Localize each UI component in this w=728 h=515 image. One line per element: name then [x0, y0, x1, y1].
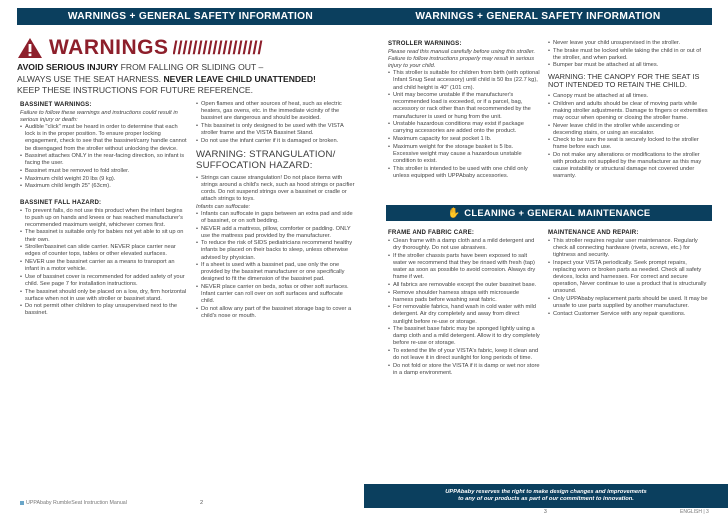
- list-item: • NEVER add a mattress, pillow, comforter or padding. ONLY use the mattress pad provided by the manufacturer.: [196, 226, 356, 240]
- footer-brand-text: UPPAbaby RumbleSeat Instruction Manual: [26, 500, 127, 506]
- stroller-warnings-intro: Please read this manual carefully before using this stroller. Failure to follow instructions properly may result in serious injury to your child.: [388, 49, 536, 70]
- frame-fabric-heading: FRAME AND FABRIC CARE:: [388, 229, 475, 236]
- list-item: • The bassinet base fabric may be sponged lightly using a damp cloth and a mild detergent. Allow it to dry completely before re-use or storage.: [388, 326, 540, 347]
- frame-fabric-col: [388, 229, 540, 378]
- warning-slashes: //////////////////: [172, 37, 263, 58]
- list-item: • NEVER place carrier on beds, sofas or other soft surfaces. Infant carrier can roll over on soft surfaces and suffocate child.: [196, 284, 356, 305]
- list-item: • If a sheet is used with a bassinet pad, use only the one provided by the bassinet manufacturer or one specifically designed to fit the dimension of the bassinet pad.: [196, 262, 356, 283]
- list-item: • Audible "click" must be heard in order to determine that each lock is in the proper position. To ensure proper locking engagement, check to see that the bassinet/carry handle cannot be disengaged from the stroller without unlocking the device.: [20, 124, 187, 152]
- frame-fabric-list: [388, 238, 540, 377]
- list-item: • Never leave child in the stroller while ascending or descending stairs, or using an escalator.: [548, 123, 708, 137]
- list-item: • Bassinet attaches ONLY in the rear-facing direction, so infant is facing the user.: [20, 153, 187, 167]
- list-item: • To reduce the risk of SIDS pediatricians recommend healthy infants be placed on their backs to sleep, unless otherwise advised by physician.: [196, 240, 356, 261]
- warning-line2-a: ALWAYS USE THE SEAT HARNESS.: [17, 73, 164, 84]
- maintenance-list: [548, 238, 708, 318]
- right-col-2: [548, 40, 708, 181]
- right-page-number: 3: [544, 509, 547, 515]
- warning-block: [17, 36, 357, 97]
- footnote-line-1: UPPAbaby reserves the right to make design changes and improvements: [445, 488, 647, 495]
- bassinet-warnings-list: [20, 124, 187, 190]
- list-item: • If the stroller chassis parts have been exposed to salt water we recommend that they be rinsed with fresh (tap) water as soon as possible to avoid corrosion. Always dry frame if wet.: [388, 253, 540, 281]
- strangulation-list: [196, 175, 356, 203]
- list-item: • All fabrics are removable except the outer bassinet base.: [388, 282, 540, 289]
- list-item: • This bassinet is only designed to be used with the VISTA stroller frame and the VISTA Bassinet Stand.: [196, 123, 356, 137]
- list-item: • This stroller is intended to be used with one child only unless equipped with UPPAbaby accessories.: [388, 166, 540, 180]
- maintenance-heading: MAINTENANCE AND REPAIR:: [548, 229, 639, 236]
- list-item: • Maximum capacity for seat pocket 1 lb.: [388, 136, 540, 143]
- list-item: • Contact Customer Service with any repair questions.: [548, 311, 708, 318]
- right-col-1: [388, 40, 540, 180]
- supervision-list: [548, 40, 708, 70]
- list-item: • Bumper bar must be attached at all times.: [548, 62, 708, 69]
- list-item: • Infants can suffocate in gaps between an extra pad and side of bassinet, or on soft bedding.: [196, 211, 356, 225]
- canopy-list: [548, 93, 708, 181]
- maintenance-col: [548, 229, 708, 319]
- left-col-1: [20, 101, 187, 318]
- open-flames-list: [196, 101, 356, 145]
- list-item: • Children and adults should be clear of moving parts while making stroller adjustments. Damage to fingers or extremities may occur when opening or closing the stroller frame.: [548, 101, 708, 122]
- list-item: • Maximum child weight 20 lbs (9 kg).: [20, 176, 187, 183]
- right-page: [364, 0, 728, 515]
- list-item: • Check to be sure the seat is securely locked to the stroller frame before each use.: [548, 137, 708, 151]
- left-col-2: [196, 101, 356, 321]
- list-item: • This stroller requires regular user maintenance. Regularly check all connecting hardware (rivets, screws, etc.) for tightness and security.: [548, 238, 708, 259]
- list-item: • Canopy must be attached at all times.: [548, 93, 708, 100]
- bassinet-warnings-heading: BASSINET WARNINGS:: [20, 101, 92, 108]
- list-item: • Remove shoulder harness straps with microsuede harness pads before washing seat fabric.: [388, 290, 540, 304]
- warning-title: WARNINGS: [49, 36, 169, 59]
- list-item: • To prevent falls, do not use this product when the infant begins to push up on hands and knees or has reached manufacturer's recommended maximum weight, whichever comes first.: [20, 208, 187, 229]
- list-item: • NEVER use the bassinet carrier as a means to transport an infant in a motor vehicle.: [20, 259, 187, 273]
- footer-language: ENGLISH: [680, 509, 702, 515]
- innovation-footnote: [364, 484, 728, 508]
- canopy-warning: WARNING: THE CANOPY FOR THE SEAT IS NOT INTENDED TO RETAIN THE CHILD.: [548, 71, 700, 90]
- list-item: • Do not fold or store the VISTA if it is damp or wet nor store in a damp environment.: [388, 363, 540, 377]
- left-page-number: 2: [200, 500, 204, 506]
- list-item: • Use of bassinet cover is recommended for added safety of your child. See page 7 for installation instructions.: [20, 274, 187, 288]
- right-footer-lang: ENGLISH | 3: [680, 509, 709, 515]
- bassinet-warnings-intro: Failure to follow these warnings and instructions could result in serious injury or death:: [20, 110, 178, 124]
- bassinet-fall-hazard-list: [20, 208, 187, 318]
- footer-language-page: 3: [706, 509, 709, 515]
- list-item: • The bassinet is suitable only for babies not yet able to sit up on their own.: [20, 229, 187, 243]
- list-item: • The brake must be locked while taking the child in or out of the stroller, and when parked.: [548, 48, 708, 62]
- warning-line1-bold: AVOID SERIOUS INJURY: [17, 62, 119, 72]
- infants-suffocate-label: Infants can suffocate:: [196, 203, 251, 210]
- list-item: • To extend the life of your VISTA's fabric, keep it clean and do not leave it in direct sunlight for long periods of time.: [388, 348, 540, 362]
- list-item: • Do not allow any part of the bassinet storage bag to cover a child's nose or mouth.: [196, 306, 356, 320]
- strangulation-warning: WARNING: STRANGULATION/ SUFFOCATION HAZARD:: [196, 148, 336, 171]
- warning-text: [17, 62, 357, 97]
- left-banner: WARNINGS + GENERAL SAFETY INFORMATION: [17, 8, 364, 25]
- list-item: • Open flames and other sources of heat, such as electric heaters, gas ovens, etc. in the immediate vicinity of the bassinet are dangerous and should be avoided.: [196, 101, 356, 122]
- warning-line2-bold: NEVER LEAVE CHILD UNATTENDED!: [163, 73, 316, 84]
- list-item: • Do not make any alterations or modifications to the stroller with products not supplied by the manufacturer as this may cause instability or structural damage not covered under warranty.: [548, 152, 708, 180]
- list-item: • Maximum child length 25" (63cm).: [20, 183, 187, 190]
- uppababy-logo-icon: [20, 501, 24, 505]
- warning-triangle-icon: [17, 37, 43, 59]
- list-item: • Strings can cause strangulation! Do not place items with strings around a child's neck, such as hood strings or pacifier cords. Do not suspend strings over a bassinet or cradle or attach strings to toys.: [196, 175, 356, 203]
- cleaning-banner-text: CLEANING + GENERAL MAINTENANCE: [464, 207, 651, 218]
- list-item: • Inspect your VISTA periodically. Seek prompt repairs, replacing worn or broken parts as needed. Check all safety devices, locks and harnesses. For correct and secure operation, Never continue to use a product that is structurally unsound.: [548, 260, 708, 295]
- list-item: • The bassinet should only be placed on a low, dry, firm horizontal surface when not in use with stroller or bassinet stand.: [20, 289, 187, 303]
- stroller-warnings-list: [388, 70, 540, 179]
- list-item: • Unit may become unstable if the manufacturer's recommended load is exceeded, or if a parcel, bag, accessory or rack other than that recommended by the manufacturer is used or hung from the unit.: [388, 92, 540, 120]
- list-item: • Maximum weight for the storage basket is 5 lbs. Excessive weight may cause a hazardous unstable condition to exist.: [388, 144, 540, 165]
- warning-line1-rest: FROM FALLING OR SLIDING OUT –: [118, 62, 264, 72]
- warning-line3: KEEP THESE INSTRUCTIONS FOR FUTURE REFERENCE.: [17, 85, 254, 95]
- list-item: • This stroller is suitable for children from birth (with optional Infant Snug Seat accessory) until child is 50 lbs (22.7 kg), and child height is 40" (101 cm).: [388, 70, 540, 91]
- left-footer-brand: [20, 500, 127, 506]
- list-item: • Unstable hazardous conditions may exist if package carrying accessories are added onto the product.: [388, 121, 540, 135]
- list-item: • Never leave your child unsupervised in the stroller.: [548, 40, 708, 47]
- suffocation-list: [196, 211, 356, 320]
- cleaning-banner: [386, 205, 712, 221]
- right-banner: WARNINGS + GENERAL SAFETY INFORMATION: [364, 8, 712, 25]
- list-item: • Bassinet must be removed to fold stroller.: [20, 168, 187, 175]
- bassinet-fall-hazard-heading: BASSINET FALL HAZARD:: [20, 198, 102, 206]
- list-item: • Do not use the infant carrier if it is damaged or broken.: [196, 138, 356, 145]
- list-item: • For removable fabrics, hand wash in cold water with mild detergent. Air dry completely and away from direct sunlight before re-use or storage.: [388, 304, 540, 325]
- list-item: • Do not permit other children to play unsupervised next to the bassinet.: [20, 303, 187, 317]
- hand-wash-icon: ✋: [447, 208, 461, 219]
- stroller-warnings-heading: STROLLER WARNINGS:: [388, 40, 462, 47]
- footnote-line-2: to any of our products as part of our commitment to innovation.: [458, 496, 634, 502]
- list-item: • Stroller/bassinet can slide carrier. NEVER place carrier near edges of counter tops, tables or other elevated surfaces.: [20, 244, 187, 258]
- list-item: • Clean frame with a damp cloth and a mild detergent and dry thoroughly. Do not use abrasives.: [388, 238, 540, 252]
- list-item: • Only UPPAbaby replacement parts should be used. It may be unsafe to use parts supplied by another manufacturer.: [548, 296, 708, 310]
- warning-title-row: [17, 36, 357, 60]
